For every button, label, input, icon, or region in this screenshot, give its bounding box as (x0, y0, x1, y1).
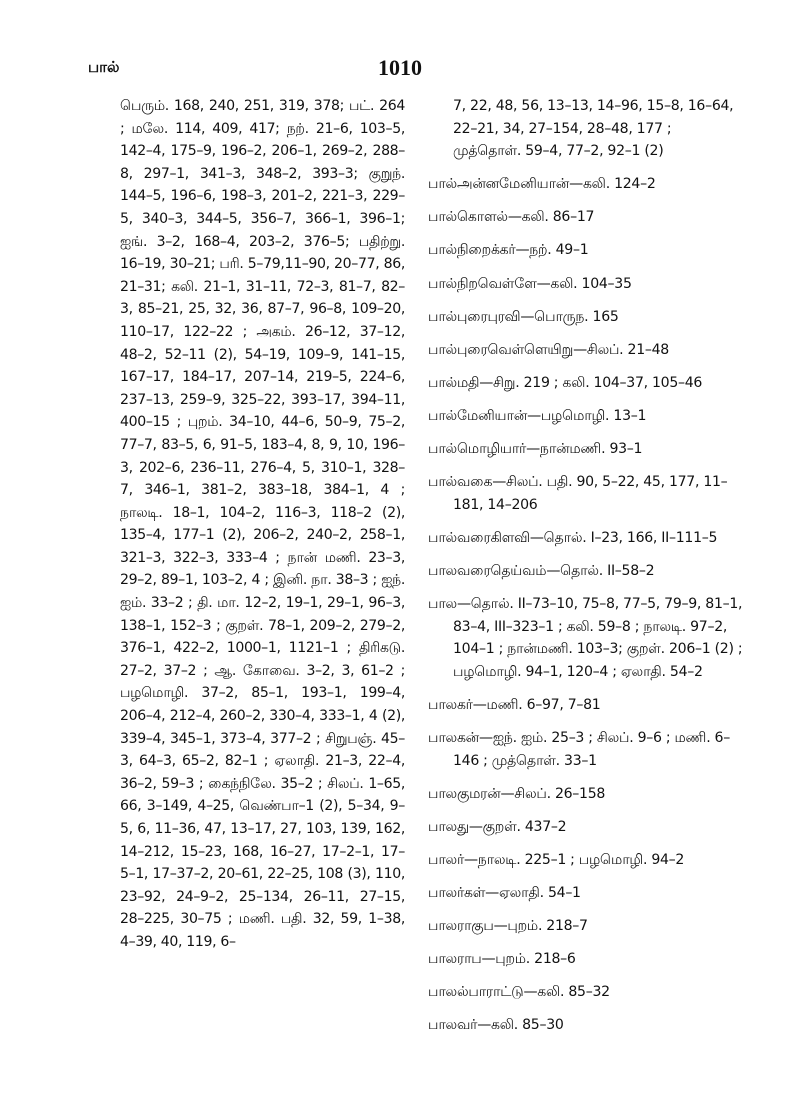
index-entry: பாலகர்—மணி. 6–97, 7–81 (428, 696, 601, 713)
index-entry: பால்புரைபுரவி—பொருந. 165 (428, 308, 619, 325)
index-entry: பாலராகுப—புறம். 218–7 (428, 918, 588, 935)
running-head: பால் (88, 58, 120, 76)
right-column (428, 95, 743, 1047)
index-entry: பாலது—குறள். 437–2 (428, 818, 567, 835)
page-number: 1010 (378, 55, 422, 80)
index-entry: பால்வரைகிளவி—தொல். I–23, 166, II–111–5 (428, 529, 718, 546)
index-entry: பாலவரைதெய்வம்—தொல். II–58–2 (428, 562, 655, 579)
index-entry: பாலகன்—ஐந். ஐம். 25–3 ; சிலப். 9–6 ; மணி. 6–146 ; முத்தொள். 33–1 (428, 729, 730, 769)
index-entry: பாலவர்—கலி. 85–30 (428, 1017, 564, 1034)
index-entry: பாலராப—புறம். 218–6 (428, 951, 576, 968)
left-column-text: பெரும். 168, 240, 251, 319, 378; பட். 264 ; மலே. 114, 409, 417; நற். 21–6, 103–5, 142–4, 175–9, 196–2, 206–1, 269–2, 288–8, 297–1, 341–3, 348–2, 393–3; குறுந். 144–5, 196–6, 198–3, 201–2, 221–3, 229–5, 340–3, 344–5, 356–7, 366–1, 396–1; ஐங். 3–2, 168–4, 203–2, 376–5; பதிற்று. 16–19, 30–21; பரி. 5–79,11–90, 20–77, 86, 21–31; கலி. 21–1, 31–11, 72–3, 81–7, 82–3, 85–21, 25, 32, 36, 87–7, 96–8, 109–20, 110–17, 122–22 ; அகம். 26–12, 37–12, 48–2, 52–11 (2), 54–19, 109–9, 141–15, 167–17, 184–17, 207–14, 219–5, 224–6, 237–13, 259–9, 325–22, 393–17, 394–11, 400–15 ; புறம். 34–10, 44–6, 50–9, 75–2, 77–7, 83–5, 6, 91–5, 183–4, 8, 9, 10, 196–3, 202–6, 236–11, 276–4, 5, 310–1, 328–7, 346–1, 381–2, 383–18, 384–1, 4 ; நாலடி. 18–1, 104–2, 116–3, 118–2 (2), 135–4, 177–1 (2), 206–2, 240–2, 258–1, 321–3, 322–3, 333–4 ; நான் மணி. 23–3, 29–2, 89–1, 103–2, 4 ; இனி. நா. 38–3 ; ஐந். ஐம். 33–2 ; தி. மா. 12–2, 19–1, 29–1, 96–3, 138–1, 152–3 ; குறள். 78–1, 209–2, 279–2, 376–1, 422–2, 1000–1, 1121–1 ; திரிகடு. 27–2, 37–2 ; ஆ. கோவை. 3–2, 3, 61–2 ; பழமொழி. 37–2, 85–1, 193–1, 199–4, 206–4, 212–4, 260–2, 330–4, 333–1, 4 (2), 339–4, 345–1, 373–4, 377–2 ; சிறுபஞ். 45–3, 64–3, 65–2, 82–1 ; ஏலாதி. 21–3, 22–4, 36–2, 59–3 ; கைந்நிலே. 35–2 ; சிலப். 1–65, 66, 3–149, 4–25, வெண்பா–1 (2), 5–34, 9–5, 6, 11–36, 47, 13–17, 27, 103, 139, 162, 14–212, 15–23, 168, 16–27, 17–2–1, 17–5–1, 17–37–2, 20–61, 22–25, 108 (3), 110, 23–92, 24–9–2, 25–134, 26–11, 27–15, 28–225, 30–75 ; மணி. பதி. 32, 59, 1–38, 4–39, 40, 119, 6– (120, 98, 405, 950)
left-column (120, 95, 405, 954)
index-entry: பாலல்பாராட்டு—கலி. 85–32 (428, 984, 610, 1001)
index-entry: பால்மொழியார்—நான்மணி. 93–1 (428, 441, 643, 458)
index-entry: பால்நிறைக்கர்—நற். 49–1 (428, 242, 589, 259)
index-entry: பால்புரைவெள்ளெயிறு—சிலப். 21–48 (428, 341, 669, 358)
index-entry: பால—தொல். II–73–10, 75–8, 77–5, 79–9, 81–1, 83–4, III–323–1 ; கலி. 59–8 ; நாலடி. 97–2, 104–1 ; நான்மணி. 103–3; குறள். 206–1 (2) ; பழமொழி. 94–1, 120–4 ; ஏலாதி. 54–2 (428, 596, 743, 680)
index-entry: பால்அன்னமேனியான்—கலி. 124–2 (428, 176, 656, 193)
index-entry: பால்மதி—சிறு. 219 ; கலி. 104–37, 105–46 (428, 374, 703, 391)
index-entry: பாலகுமரன்—சிலப். 26–158 (428, 785, 606, 802)
index-entry: பாலர்—நாலடி. 225–1 ; பழமொழி. 94–2 (428, 851, 685, 868)
index-entry: பால்நிறவெள்ளே—கலி. 104–35 (428, 275, 632, 292)
index-entry: பால்மேனியான்—பழமொழி. 13–1 (428, 407, 647, 424)
right-column-continuation: 7, 22, 48, 56, 13–13, 14–96, 15–8, 16–64, 22–21, 34, 27–154, 28–48, 177 ; முத்தொள். 59–4, 77–2, 92–1 (2) (453, 98, 734, 160)
index-entry: பாலர்கள்—ஏலாதி. 54–1 (428, 884, 581, 901)
index-entry: பால்கொளல்—கலி. 86–17 (428, 209, 595, 226)
index-entry: பால்வகை—சிலப். பதி. 90, 5–22, 45, 177, 11–181, 14–206 (428, 474, 728, 513)
